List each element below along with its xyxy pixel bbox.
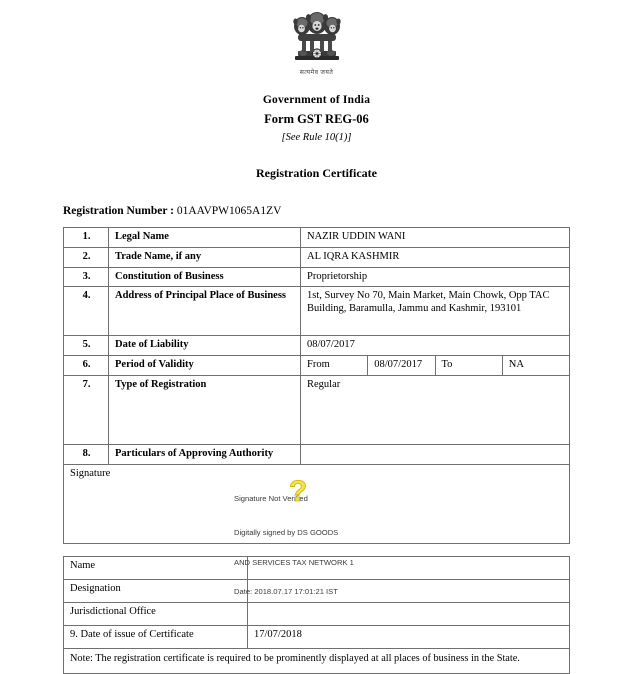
row-label: Designation: [64, 579, 248, 602]
validity-to-label: To: [435, 356, 502, 376]
row-label-date-of-issue: 9. Date of issue of Certificate: [64, 625, 248, 648]
row-label: Particulars of Approving Authority: [109, 444, 301, 464]
row-serial-number: 2.: [64, 247, 109, 267]
validity-from-label: From: [301, 356, 368, 376]
row-serial-number: 6.: [64, 356, 109, 376]
emblem-motto: सत्यमेव जयते: [299, 70, 334, 76]
table-row: [64, 444, 570, 464]
signature-signer-line-1: Digitally signed by DS GOODS: [234, 528, 339, 538]
row-serial-number: 3.: [64, 267, 109, 287]
form-number-title: Form GST REG-06: [264, 112, 369, 126]
row-value: Regular: [307, 378, 341, 390]
registration-number-label: Registration Number :: [63, 205, 174, 217]
row-value-cell: [301, 375, 570, 444]
signature-row: [64, 464, 570, 543]
row-label: Name: [64, 556, 248, 579]
validity-from-value: 08/07/2017: [368, 356, 435, 376]
table-row: [64, 247, 570, 267]
row-value: [301, 444, 570, 464]
row-serial-number: 5.: [64, 336, 109, 356]
row-value: AL IQRA KASHMIR: [301, 247, 570, 267]
document-header: [0, 0, 633, 181]
registration-number: [63, 205, 633, 217]
row-serial-number: 4.: [64, 287, 109, 336]
table-row: [64, 267, 570, 287]
signature-label: Signature: [70, 467, 111, 479]
validity-to-value: NA: [502, 356, 569, 376]
table-row: [64, 625, 570, 648]
table-row: [64, 228, 570, 248]
table-row: [64, 336, 570, 356]
row-label: Address of Principal Place of Business: [109, 287, 301, 336]
rule-reference: [See Rule 10(1)]: [281, 132, 352, 143]
row-label: Legal Name: [109, 228, 301, 248]
table-row: [64, 375, 570, 444]
row-value: 08/07/2017: [301, 336, 570, 356]
india-national-emblem-icon: [289, 4, 345, 76]
row-serial-number: 7.: [64, 375, 109, 444]
row-value-date-of-issue: 17/07/2018: [248, 625, 570, 648]
row-label: Type of Registration: [109, 375, 301, 444]
row-serial-number: 1.: [64, 228, 109, 248]
certificate-note: Note: The registration certificate is required to be prominently displayed at all places of business in the State.: [64, 648, 570, 673]
row-value-address: 1st, Survey No 70, Main Market, Main Chowk, Opp TAC Building, Baramulla, Jammu and Kashmir, 193101: [301, 287, 570, 336]
row-value: NAZIR UDDIN WANI: [301, 228, 570, 248]
row-label: Constitution of Business: [109, 267, 301, 287]
row-label: Period of Validity: [109, 356, 301, 376]
digital-signature-block: [234, 474, 354, 617]
row-label: Date of Liability: [109, 336, 301, 356]
signature-signer-line-2: AND SERVICES TAX NETWORK 1: [234, 557, 354, 567]
table-row: [64, 287, 570, 336]
row-value: Proprietorship: [301, 267, 570, 287]
note-row: [64, 648, 570, 673]
signature-date-line: Date: 2018.07.17 17:01:21 IST: [234, 587, 338, 597]
row-label: Jurisdictional Office: [64, 602, 248, 625]
page-title: Registration Certificate: [256, 166, 377, 180]
signature-not-verified-text: Signature Not Verified: [234, 493, 308, 503]
table-row: [64, 356, 570, 376]
government-of-india-title: Government of India: [262, 94, 371, 106]
row-label: Trade Name, if any: [109, 247, 301, 267]
svg-text:?: ?: [288, 474, 308, 505]
row-serial-number: 8.: [64, 444, 109, 464]
registration-number-value: 01AAVPW1065A1ZV: [176, 205, 282, 217]
